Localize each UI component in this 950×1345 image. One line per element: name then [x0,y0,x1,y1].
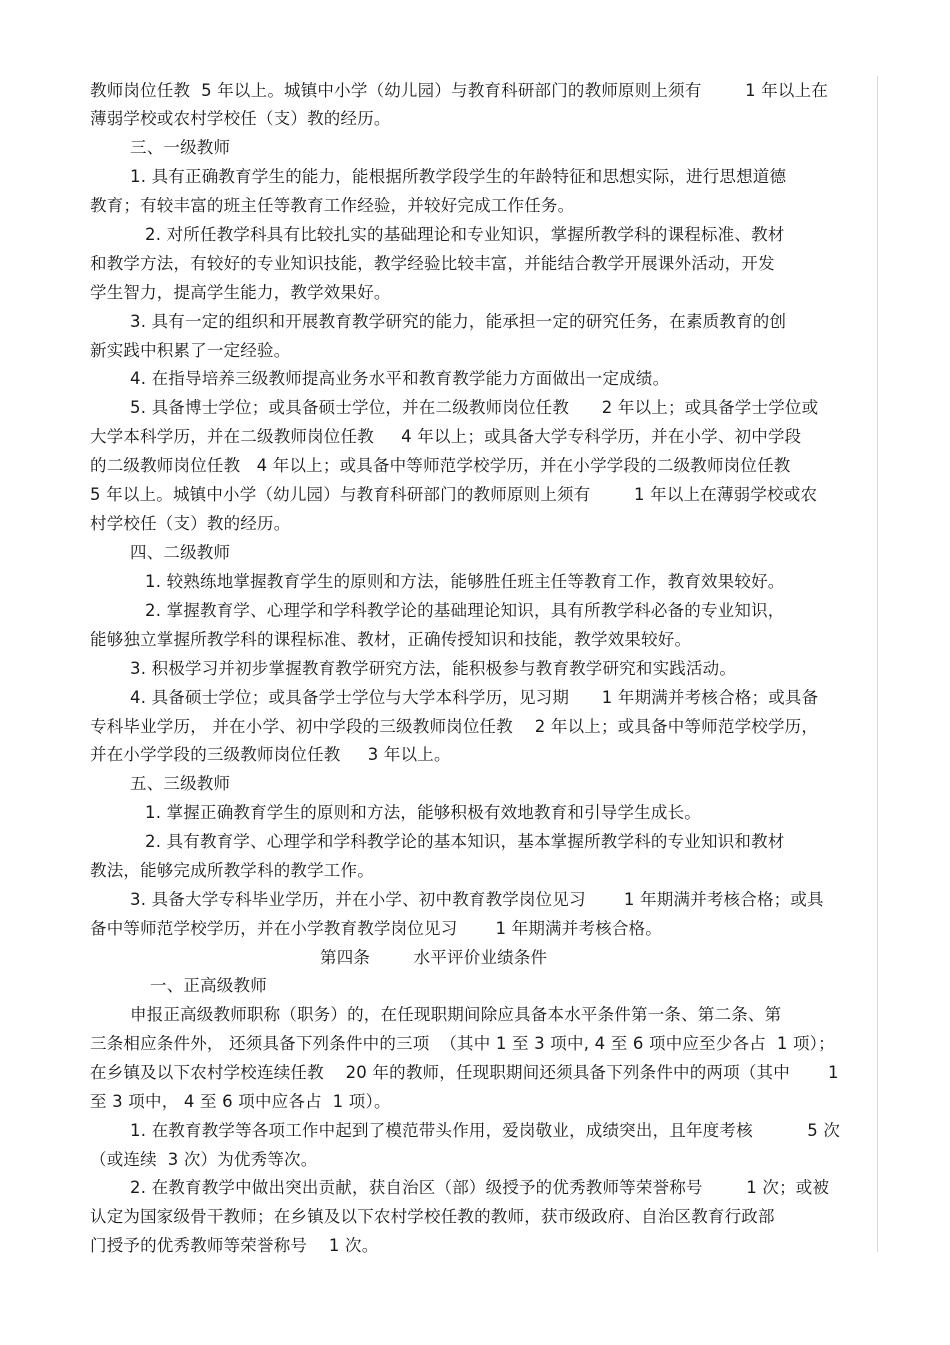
text-line: 1. 掌握正确教育学生的原则和方法，能够积极有效地教育和引导学生成长。 [145,803,701,822]
section-heading: 五、三级教师 [130,774,231,793]
text-line: 的二级教师岗位任教 4 年以上；或具备中等师范学校学历，并在小学学段的二级教师岗位任教 [90,456,791,475]
text-line: 2. 在教育教学中做出突出贡献，获自治区（部）级授予的优秀教师等荣誉称号 1 次；或被 [130,1178,830,1197]
text-line: 申报正高级教师职称（职务）的，在任现职期间除应具备本水平条件第一条、第二条、第 [130,1005,782,1024]
text-line: 教育；有较丰富的班主任等教育工作经验，并较好完成工作任务。 [90,196,575,215]
text-line: 并在小学学段的三级教师岗位任教 3 年以上。 [90,745,451,764]
section-heading: 四、二级教师 [130,543,231,562]
text-line: 能够独立掌握所教学科的课程标准、教材，正确传授知识和技能，教学效果较好。 [90,630,692,649]
right-margin-rule [877,76,878,1252]
text-line: 村学校任（支）教的经历。 [90,514,291,533]
text-line: 1. 具有正确教育学生的能力，能根据所教学段学生的年龄特征和思想实际，进行思想道德 [130,167,787,186]
text-line: 三条相应条件外， 还须具备下列条件中的三项 （其中 1 至 3 项中, 4 至 6 项中应至少各占 1 项）； [90,1034,835,1053]
text-line: 5 年以上。城镇中小学（幼儿园）与教育科研部门的教师原则上须有 1 年以上在薄弱学校或农 [90,485,818,504]
text-line: 4. 具备硕士学位；或具备学士学位与大学本科学历，见习期 1 年期满并考核合格；或具备 [130,688,819,707]
text-line: 门授予的优秀教师等荣誉称号 1 次。 [90,1236,379,1255]
text-line: 2. 对所任教学科具有比较扎实的基础理论和专业知识，掌握所教学科的课程标准、教材 [145,225,785,244]
text-line: 新实践中积累了一定经验。 [90,341,291,360]
text-line: 4. 在指导培养三级教师提高业务水平和教育教学能力方面做出一定成绩。 [130,369,670,388]
text-line: 2. 具有教育学、心理学和学科教学论的基本知识，基本掌握所教学科的专业知识和教材 [145,832,785,851]
text-line: 备中等师范学校学历，并在小学教育教学岗位见习 1 年期满并考核合格。 [90,919,662,938]
text-line: 3. 具备大学专科毕业学历，并在小学、初中教育教学岗位见习 1 年期满并考核合格；或具 [130,890,824,909]
text-line: 3. 具有一定的组织和开展教育教学研究的能力，能承担一定的研究任务，在素质教育的创 [130,312,787,331]
text-line: 教师岗位任教 5 年以上。城镇中小学（幼儿园）与教育科研部门的教师原则上须有 1 年以上在 [90,81,829,100]
text-line: 学生智力，提高学生能力，教学效果好。 [90,283,391,302]
text-line: 至 3 项中， 4 至 6 项中应各占 1 项）。 [90,1092,391,1111]
section-heading: 三、一级教师 [130,138,231,157]
text-line: 教法，能够完成所教学科的教学工作。 [90,861,374,880]
text-line: 1. 在教育教学等各项工作中起到了模范带头作用，爱岗敬业，成绩突出，且年度考核 5 次 [130,1121,841,1140]
text-line: 薄弱学校或农村学校任（支）教的经历。 [90,109,391,128]
text-line: 在乡镇及以下农村学校连续任教 20 年的教师，任现职期间还须具备下列条件中的两项（其中 1 [90,1063,839,1082]
text-line: 专科毕业学历， 并在小学、初中学段的三级教师岗位任教 2 年以上；或具备中等师范学校学历， [90,717,819,736]
text-line: 认定为国家级骨干教师；在乡镇及以下农村学校任教的教师，获市级政府、自治区教育行政部 [90,1207,775,1226]
text-line: 1. 较熟练地掌握教育学生的原则和方法，能够胜任班主任等教育工作，教育效果较好。 [145,572,785,591]
article-title: 第四条 水平评价业绩条件 [320,948,548,967]
section-heading: 一、正高级教师 [150,976,267,995]
text-line: 5. 具备博士学位；或具备硕士学位，并在二级教师岗位任教 2 年以上；或具备学士学位或 [130,398,819,417]
text-line: 大学本科学历，并在二级教师岗位任教 4 年以上；或具备大学专科学历，并在小学、初中学段 [90,427,802,446]
text-line: 2. 掌握教育学、心理学和学科教学论的基础理论知识，具有所教学科必备的专业知识， [145,601,785,620]
text-line: （或连续 3 次）为优秀等次。 [90,1150,318,1169]
text-line: 3. 积极学习并初步掌握教育教学研究方法，能积极参与教育教学研究和实践活动。 [130,659,737,678]
text-line: 和教学方法，有较好的专业知识技能，教学经验比较丰富，并能结合教学开展课外活动，开发 [90,254,775,273]
